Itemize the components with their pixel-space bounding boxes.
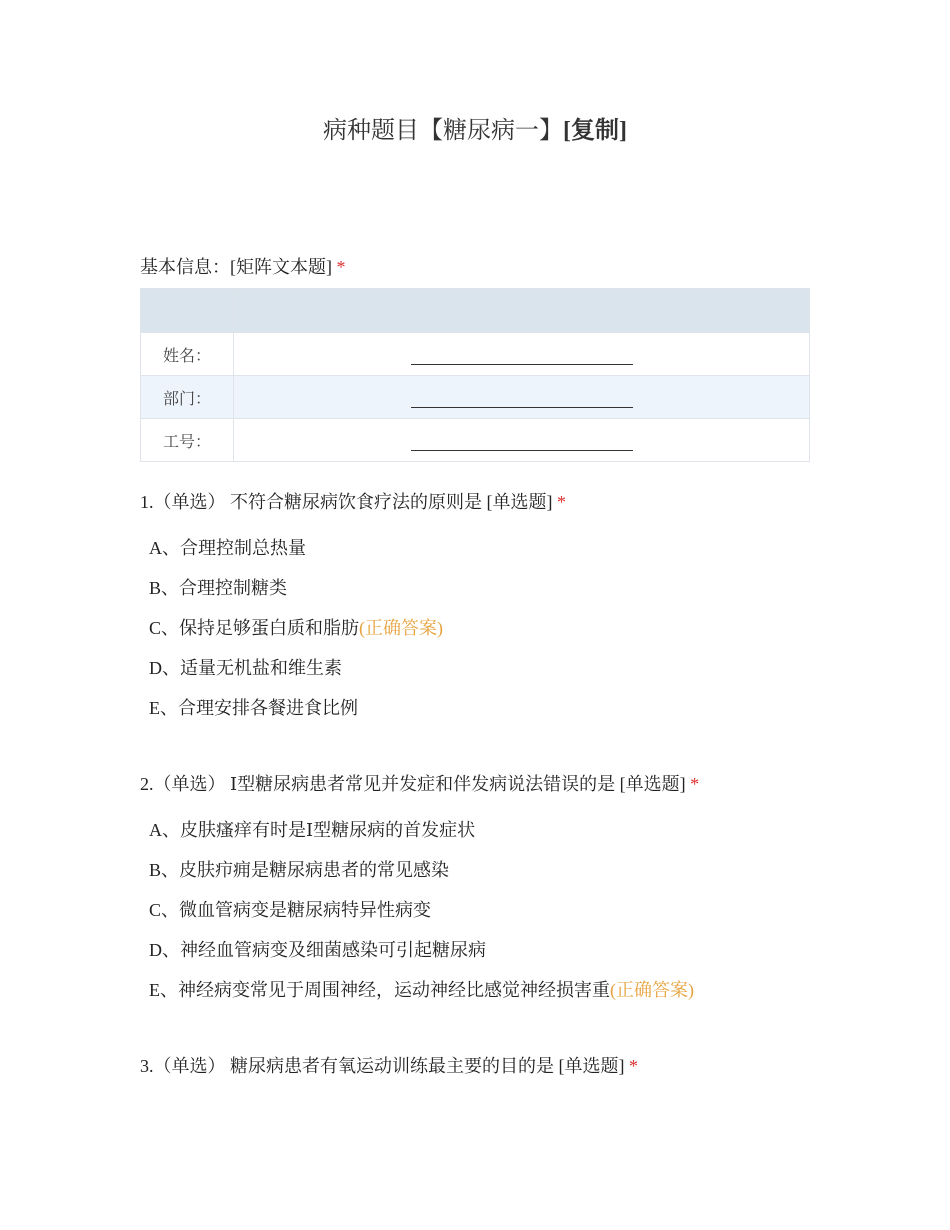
option-text: C、保持足够蛋白质和脂肪: [149, 618, 360, 638]
q1-option-b[interactable]: [149, 574, 287, 600]
matrix-header-row: [141, 289, 810, 333]
option-text: A、皮肤瘙痒有时是Ⅰ型糖尿病的首发症状: [149, 820, 476, 840]
basic-info-label-text: 基本信息：[矩阵文本题]: [140, 257, 332, 277]
matrix-row-label: 部门：: [141, 376, 234, 419]
question-text: 2.（单选） Ⅰ型糖尿病患者常见并发症和伴发病说法错误的是 [单选题]: [140, 774, 686, 794]
matrix-row-label: 工号：: [141, 419, 234, 462]
matrix-header-cell: [141, 289, 234, 333]
option-text: E、合理安排各餐进食比例: [149, 698, 358, 718]
basic-info-label: [140, 253, 346, 279]
title-copy-suffix: [复制]: [563, 118, 627, 144]
matrix-row-label: 姓名：: [141, 333, 234, 376]
required-mark: *: [629, 1056, 638, 1076]
q2-option-c[interactable]: [149, 896, 431, 922]
question-2-title: [140, 770, 699, 796]
matrix-cell: [234, 376, 810, 419]
required-mark: *: [336, 257, 346, 277]
question-3-title: [140, 1052, 638, 1078]
q2-option-d[interactable]: [149, 936, 486, 962]
q2-option-b[interactable]: [149, 856, 449, 882]
matrix-row-name: [141, 333, 810, 376]
option-text: D、适量无机盐和维生素: [149, 658, 342, 678]
q1-option-a[interactable]: [149, 534, 306, 560]
option-text: B、合理控制糖类: [149, 578, 288, 598]
option-text: B、皮肤疖痈是糖尿病患者的常见感染: [149, 860, 450, 880]
basic-info-matrix: [140, 288, 810, 462]
question-text: 3.（单选） 糖尿病患者有氧运动训练最主要的目的是 [单选题]: [140, 1056, 625, 1076]
option-text: C、微血管病变是糖尿病特异性病变: [149, 900, 432, 920]
matrix-cell: [234, 333, 810, 376]
q1-option-d[interactable]: [149, 654, 342, 680]
option-text: A、合理控制总热量: [149, 538, 306, 558]
matrix-header-cell: [234, 289, 810, 333]
required-mark: *: [557, 492, 566, 512]
option-text: E、神经病变常见于周围神经，运动神经比感觉神经损害重: [149, 980, 610, 1000]
correct-answer-note: (正确答案): [359, 618, 444, 638]
q2-option-a[interactable]: [149, 816, 475, 842]
employee-id-input[interactable]: [411, 432, 633, 451]
department-input[interactable]: [411, 389, 633, 408]
required-mark: *: [690, 774, 700, 794]
correct-answer-note: (正确答案): [610, 980, 694, 1000]
matrix-row-employee-id: [141, 419, 810, 462]
matrix-row-department: [141, 376, 810, 419]
q1-option-c[interactable]: [149, 614, 443, 640]
q2-option-e[interactable]: [149, 976, 694, 1002]
matrix-cell: [234, 419, 810, 462]
title-main: 病种题目【糖尿病一】: [323, 118, 563, 144]
question-text: 1.（单选） 不符合糖尿病饮食疗法的原则是 [单选题]: [140, 492, 553, 512]
name-input[interactable]: [411, 346, 633, 365]
question-1-title: [140, 488, 566, 514]
option-text: D、神经血管病变及细菌感染可引起糖尿病: [149, 940, 486, 960]
page-title: [0, 110, 950, 145]
q1-option-e[interactable]: [149, 694, 358, 720]
